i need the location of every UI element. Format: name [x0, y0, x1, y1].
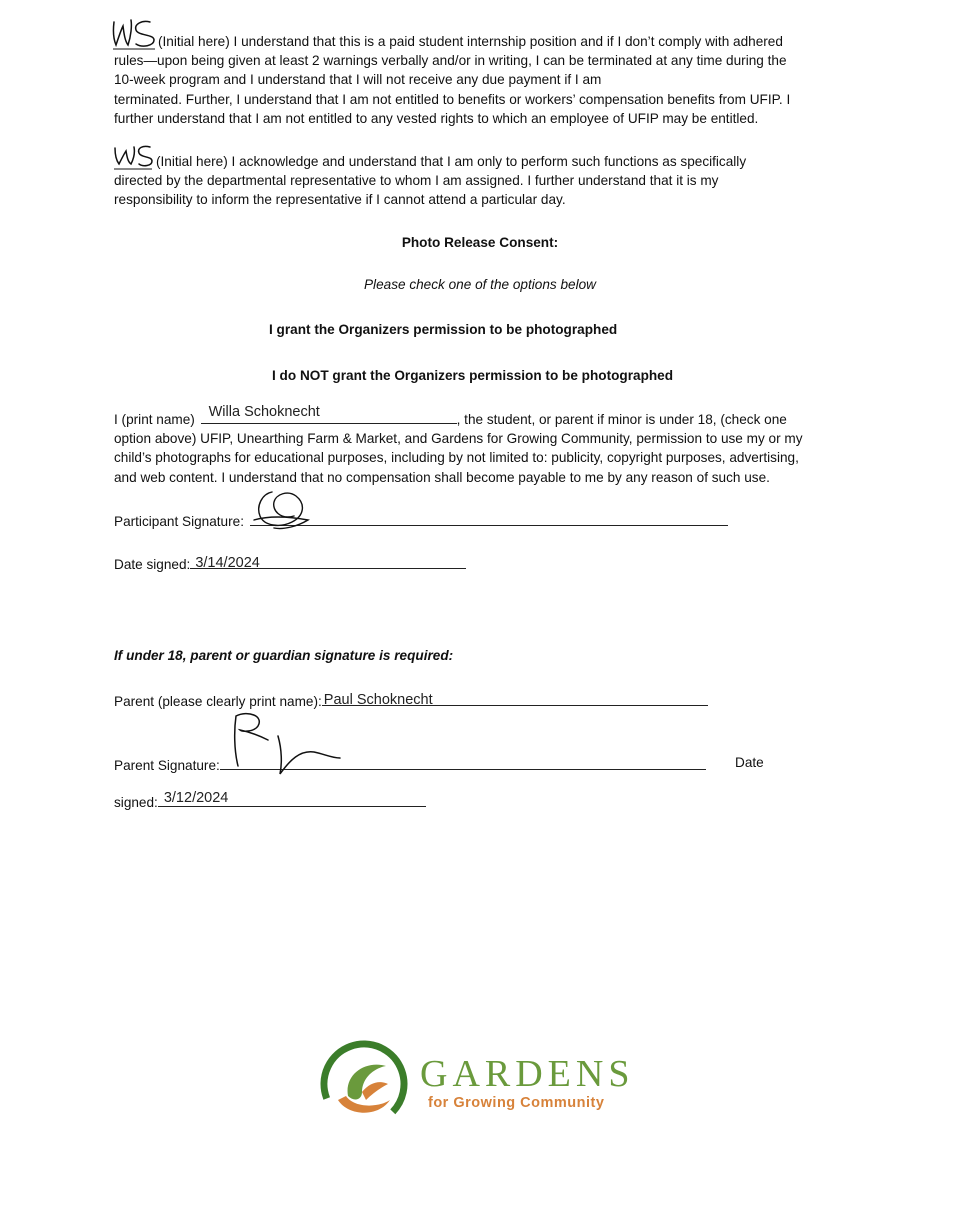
print-name-field[interactable]: [201, 403, 457, 424]
clause-internship: [114, 32, 834, 128]
participant-date-field[interactable]: [190, 554, 466, 569]
release-line: and web content. I understand that no compensation shall become payable to me by any reason of such use.: [114, 469, 770, 485]
parent-date-label-a: Date: [735, 755, 764, 770]
clause-line: (Initial here) I acknowledge and understand that I am only to perform such functions as specifically: [156, 154, 747, 169]
participant-date-row: [114, 554, 466, 572]
gardens-logo: [318, 1038, 648, 1130]
parent-date-label-b: signed:: [114, 795, 158, 810]
print-name-value: Willa Schoknecht: [208, 403, 320, 420]
clause-line: rules—upon being given at least 2 warnings verbally and/or in writing, I can be terminated at any time during the: [114, 53, 787, 69]
parent-signature-row: [114, 755, 706, 773]
parent-date-value: 3/12/2024: [163, 790, 229, 806]
photo-instruction: Please check one of the options below: [363, 277, 596, 292]
clause-duties: [114, 152, 834, 210]
participant-date-label: Date signed:: [114, 557, 191, 572]
parent-signature-label: Parent Signature:: [114, 758, 220, 773]
parent-name-row: [114, 691, 708, 709]
participant-signature-row: [114, 511, 728, 529]
parent-notice: If under 18, parent or guardian signature is required:: [114, 648, 454, 663]
logo-tagline: for Growing Community: [428, 1095, 605, 1111]
clause-line: directed by the departmental representative to whom I am assigned. I further understand that it is my: [114, 173, 719, 189]
participant-signature-label: Participant Signature:: [114, 514, 244, 529]
logo-wordmark: GARDENS: [420, 1053, 635, 1095]
participant-signature-field[interactable]: [250, 511, 728, 526]
release-paragraph: [114, 403, 844, 487]
option-deny[interactable]: I do NOT grant the Organizers permission to be photographed: [272, 368, 674, 383]
parent-date-field[interactable]: [158, 792, 426, 807]
parent-name-field[interactable]: [322, 691, 708, 706]
parent-name-value: Paul Schoknecht: [323, 692, 433, 708]
clause-line: responsibility to inform the representative if I cannot attend a particular day.: [114, 192, 566, 208]
release-suffix: , the student, or parent if minor is under 18, (check one: [456, 412, 787, 427]
release-line: option above) UFIP, Unearthing Farm & Market, and Gardens for Growing Community, permission to use my or my: [114, 431, 803, 447]
clause-line: 10-week program and I understand that I will not receive any due payment if I am: [114, 72, 602, 88]
gardens-leaf-icon: [318, 1038, 410, 1130]
photo-release-heading: Photo Release Consent:: [401, 235, 559, 250]
parent-date-row: [114, 792, 426, 810]
parent-signature: [228, 710, 348, 776]
clause-line: (Initial here) I understand that this is a paid student internship position and if I don’t comply with adhered: [158, 34, 783, 49]
option-grant[interactable]: I grant the Organizers permission to be photographed: [269, 322, 618, 337]
clause-line: further understand that I am not entitled to any vested rights to which an employee of UFIP may be entitled.: [114, 110, 759, 126]
parent-name-label: Parent (please clearly print name):: [114, 694, 322, 709]
clause-line: terminated. Further, I understand that I am not entitled to benefits or workers’ compensation benefits from UFIP. I: [114, 91, 791, 107]
print-name-label: I (print name): [114, 412, 195, 427]
release-line: child’s photographs for educational purposes, including by not limited to: publicity, copyright purposes, advertising,: [114, 450, 799, 466]
participant-signature: [250, 486, 314, 534]
participant-date-value: 3/14/2024: [195, 555, 260, 571]
